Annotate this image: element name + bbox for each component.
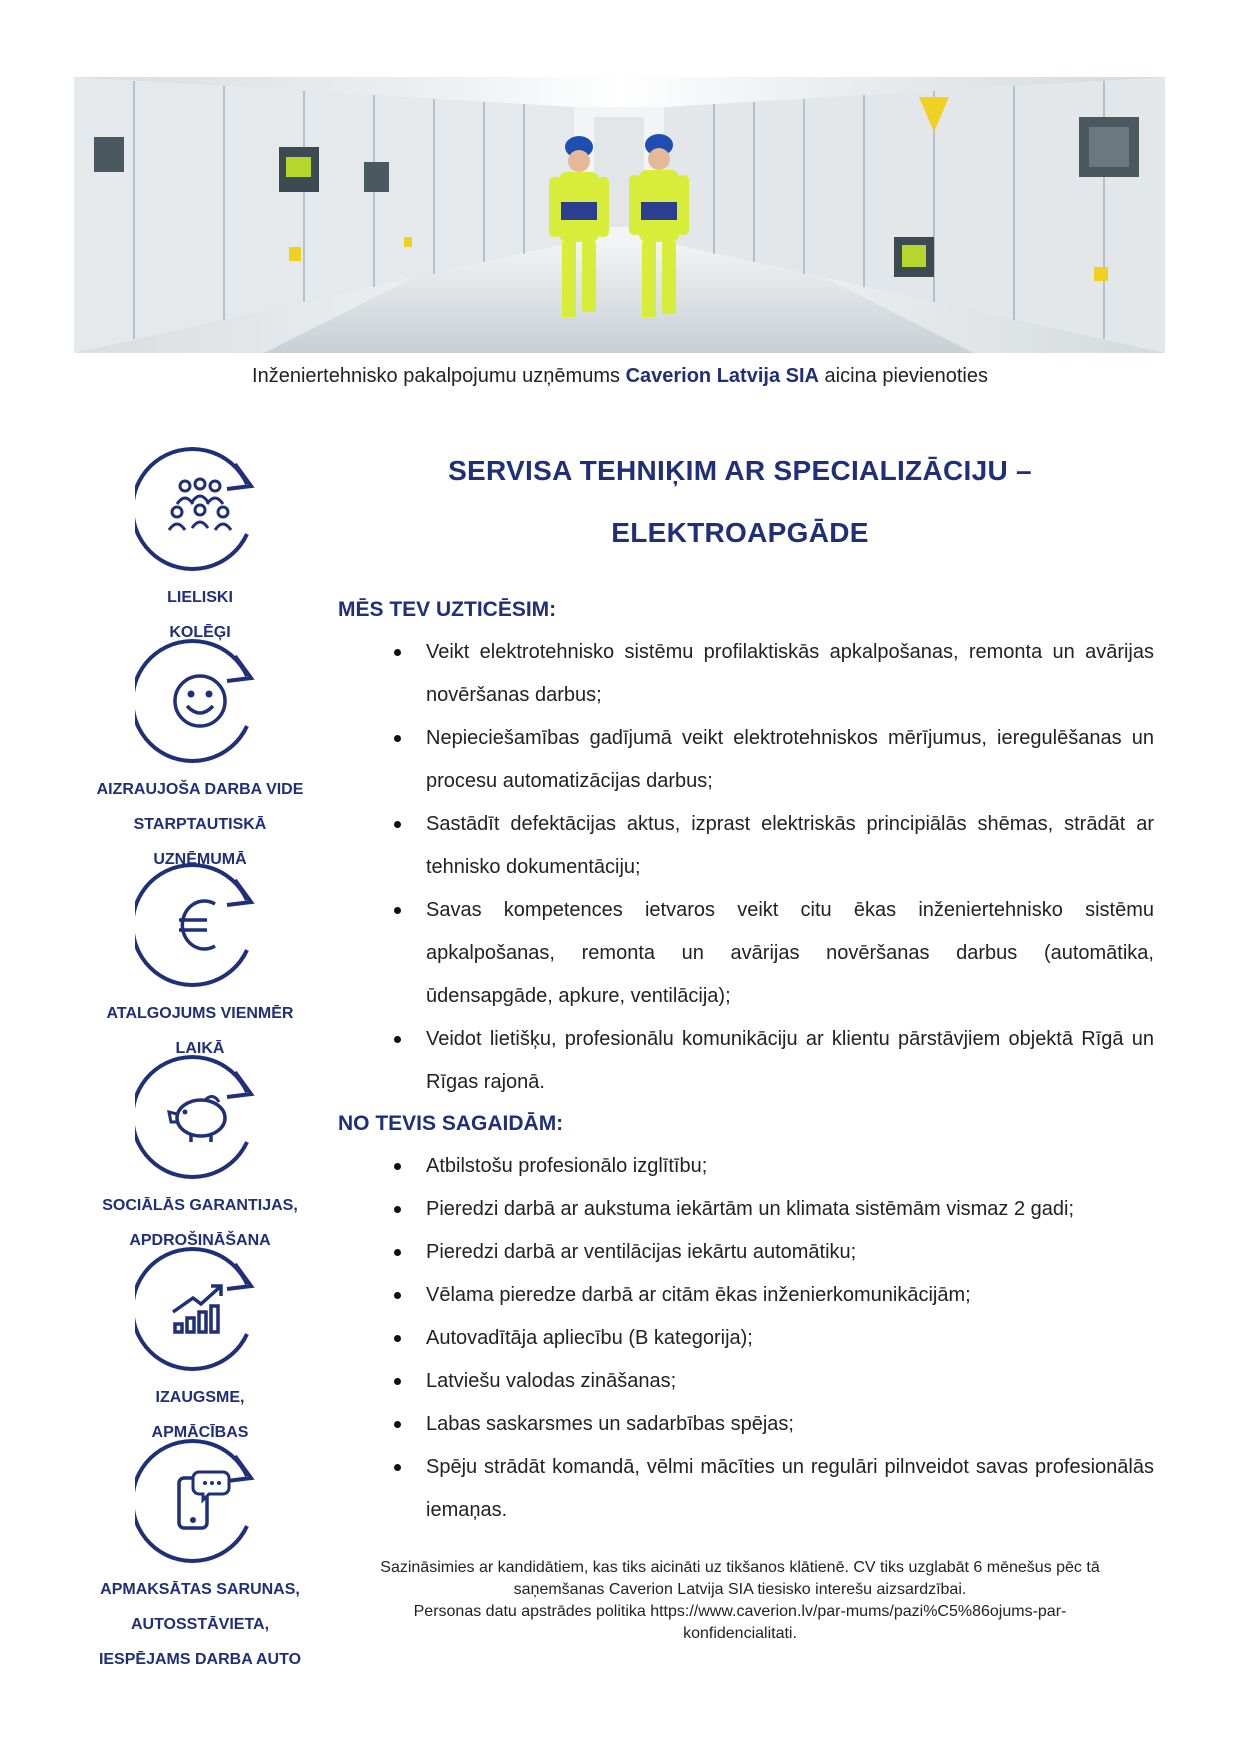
benefit-label-line-1: APMAKSĀTAS SARUNAS, [100, 1581, 300, 1598]
growth-chart-icon [135, 1244, 265, 1374]
benefit-salary [70, 860, 330, 1066]
intro-line [0, 365, 1240, 388]
hero-photo [74, 77, 1165, 353]
list-item: Nepieciešamības gadījumā veikt elektrotehniskos mērījumus, ieregulēšanas un procesu automatizācijas darbus; [338, 717, 1154, 803]
piggy-bank-icon [135, 1052, 265, 1182]
company-name: Caverion Latvija SIA [625, 365, 819, 387]
benefit-label-line-1: IZAUGSME, [155, 1389, 245, 1406]
intro-text-after: aicina pievienoties [818, 365, 988, 387]
list-item: Veikt elektrotehnisko sistēmu profilaktiskās apkalpošanas, remonta un avārijas novēršanas darbus; [338, 631, 1154, 717]
benefit-label-line-1: LIELISKI [167, 589, 233, 606]
footer-line-1: Sazināsimies ar kandidātiem, kas tiks aicināti uz tikšanos klātienē. CV tiks uzglabāt 6 mēnešus pēc tā [380, 1559, 1100, 1576]
job-title-line-1: SERVISA TEHNIĶIM AR SPECIALIZĀCIJU – [448, 455, 1032, 486]
people-icon [135, 444, 265, 574]
benefit-environment [70, 636, 330, 877]
benefit-label-line-2: KOLĒĢI [169, 624, 231, 641]
requirements-heading: NO TEVIS SAGAIDĀM: [338, 1112, 564, 1135]
duties-heading: MĒS TEV UZTICĒSIM: [338, 598, 557, 621]
benefit-label-line-3: IESPĒJAMS DARBA AUTO [98, 1651, 302, 1668]
list-item: Spēju strādāt komandā, vēlmi mācīties un regulāri pilnveidot savas profesionālās iemaņas. [338, 1446, 1154, 1532]
phone-chat-icon [135, 1436, 265, 1566]
intro-text-before: Inženiertehnisko pakalpojumu uzņēmums [252, 365, 626, 387]
list-item: Veidot lietišķu, profesionālu komunikāciju ar klientu pārstāvjiem objektā Rīgā un Rīgas rajonā. [338, 1018, 1154, 1104]
job-title [330, 440, 1150, 564]
list-item: Labas saskarsmes un sadarbības spējas; [338, 1403, 1154, 1446]
benefit-label-line-2: APDROŠINĀŠANA [129, 1232, 271, 1249]
benefit-growth [70, 1244, 330, 1450]
switchgear-corridor-illustration [74, 77, 1165, 353]
benefit-paid-calls [70, 1436, 330, 1677]
requirements-list [338, 1145, 1154, 1532]
benefit-label-line-1: ATALGOJUMS VIENMĒR [106, 1005, 294, 1022]
list-item: Latviešu valodas zināšanas; [338, 1360, 1154, 1403]
duties-list [338, 631, 1154, 1104]
euro-icon [135, 860, 265, 990]
job-title-line-2: ELEKTROAPGĀDE [611, 517, 869, 548]
benefit-label-line-1: AIZRAUJOŠA DARBA VIDE [96, 781, 304, 798]
benefit-label-line-2: LAIKĀ [175, 1040, 225, 1057]
list-item: Pieredzi darbā ar aukstuma iekārtām un klimata sistēmām vismaz 2 gadi; [338, 1188, 1154, 1231]
benefit-social-guarantees [70, 1052, 330, 1258]
benefit-label-line-1: SOCIĀLĀS GARANTIJAS, [102, 1197, 298, 1214]
benefit-label-line-2: APMĀCĪBAS [151, 1424, 249, 1441]
list-item: Vēlama pieredze darbā ar citām ēkas inženierkomunikācijām; [338, 1274, 1154, 1317]
footer-line-2: saņemšanas Caverion Latvija SIA tiesisko interešu aizsardzībai. [513, 1581, 967, 1598]
list-item: Savas kompetences ietvaros veikt citu ēkas inženiertehnisko sistēmu apkalpošanas, remonta un avārijas novēršanas darbus (automātika, ūdensapgāde, apkure, ventilācija); [338, 889, 1154, 1018]
benefit-colleagues [70, 444, 330, 650]
list-item: Autovadītāja apliecību (B kategorija); [338, 1317, 1154, 1360]
footer-line-4: konfidencialitati. [683, 1625, 797, 1642]
benefit-label-line-2: AUTOSSTĀVIETA, [130, 1616, 270, 1633]
footer-note [330, 1557, 1150, 1645]
list-item: Atbilstošu profesionālo izglītību; [338, 1145, 1154, 1188]
footer-line-3: Personas datu apstrādes politika https://www.caverion.lv/par-mums/pazi%C5%86ojums-par- [413, 1603, 1067, 1620]
list-item: Sastādīt defektācijas aktus, izprast elektriskās principiālās shēmas, strādāt ar tehnisko dokumentāciju; [338, 803, 1154, 889]
benefit-label-line-3: UZŅĒMUMĀ [153, 851, 247, 868]
list-item: Pieredzi darbā ar ventilācijas iekārtu automātiku; [338, 1231, 1154, 1274]
smiley-icon [135, 636, 265, 766]
benefit-label-line-2: STARPTAUTISKĀ [133, 816, 267, 833]
